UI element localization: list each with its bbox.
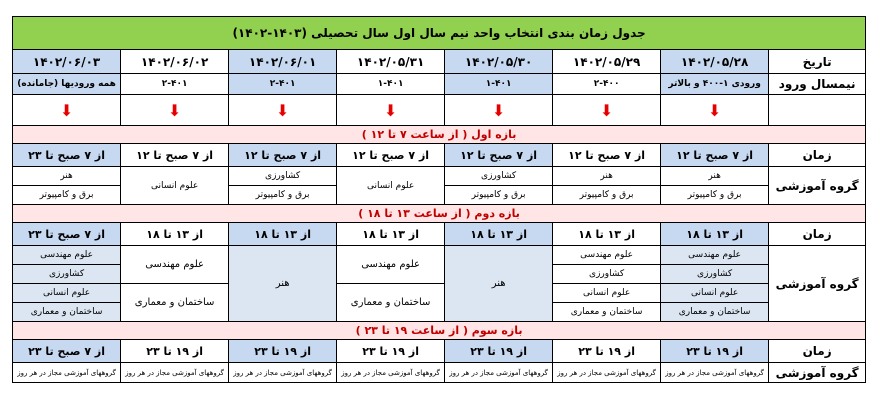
date-cell: ۱۴۰۲/۰۵/۳۰ bbox=[445, 50, 553, 74]
time-cell: از ۷ صبح تا ۱۲ bbox=[337, 144, 445, 167]
time-cell: از ۷ صبح تا ۲۳ bbox=[13, 340, 121, 363]
time-cell: از ۷ صبح تا ۲۳ bbox=[13, 223, 121, 246]
entry-cell: ۱-۴۰۱ bbox=[337, 74, 445, 95]
group-item: ساختمان و معماری bbox=[121, 284, 229, 322]
group-item: کشاورزی bbox=[445, 167, 553, 186]
date-cell: ۱۴۰۲/۰۵/۳۱ bbox=[337, 50, 445, 74]
time-cell: از ۱۹ تا ۲۳ bbox=[445, 340, 553, 363]
period-3-group-row bbox=[13, 363, 866, 383]
time-cell: از ۱۳ تا ۱۸ bbox=[337, 223, 445, 246]
period-2-header: بازه دوم ( از ساعت ۱۳ تا ۱۸ ) bbox=[13, 205, 866, 223]
period-3-header: بازه سوم ( از ساعت ۱۹ تا ۲۳ ) bbox=[13, 322, 866, 340]
period-1-header: بازه اول ( از ساعت ۷ تا ۱۲ ) bbox=[13, 126, 866, 144]
group-item: گروههای آموزشی مجاز در هر روز bbox=[13, 363, 121, 383]
entry-cell: همه ورودیها (جامانده) bbox=[13, 74, 121, 95]
date-cell: ۱۴۰۲/۰۵/۲۸ bbox=[661, 50, 769, 74]
date-cell: ۱۴۰۲/۰۵/۲۹ bbox=[553, 50, 661, 74]
group-item: گروههای آموزشی مجاز در هر روز bbox=[661, 363, 769, 383]
group-item: کشاورزی bbox=[661, 265, 769, 284]
entry-row bbox=[13, 74, 866, 95]
group-item: علوم انسانی bbox=[661, 284, 769, 303]
time-label: زمان bbox=[769, 340, 866, 363]
time-cell: از ۱۳ تا ۱۸ bbox=[121, 223, 229, 246]
group-item: علوم مهندسی bbox=[13, 246, 121, 265]
group-item: علوم مهندسی bbox=[661, 246, 769, 265]
time-cell: از ۱۹ تا ۲۳ bbox=[661, 340, 769, 363]
down-arrow-icon: ⬇ bbox=[275, 100, 290, 120]
schedule-table bbox=[12, 16, 866, 383]
entry-cell: ورودی ۱-۴۰۰ و بالاتر bbox=[661, 74, 769, 95]
date-label: تاریخ bbox=[769, 50, 866, 74]
group-item: هنر bbox=[229, 246, 337, 322]
date-row bbox=[13, 50, 866, 74]
time-cell: از ۷ صبح تا ۱۲ bbox=[661, 144, 769, 167]
entry-cell: ۲-۴۰۱ bbox=[229, 74, 337, 95]
time-cell: از ۱۳ تا ۱۸ bbox=[553, 223, 661, 246]
down-arrow-icon: ⬇ bbox=[599, 100, 614, 120]
group-item: برق و کامپیوتر bbox=[445, 186, 553, 205]
group-item: گروههای آموزشی مجاز در هر روز bbox=[553, 363, 661, 383]
group-item: گروههای آموزشی مجاز در هر روز bbox=[121, 363, 229, 383]
group-item: گروههای آموزشی مجاز در هر روز bbox=[337, 363, 445, 383]
group-item: علوم انسانی bbox=[13, 284, 121, 303]
group-item: گروههای آموزشی مجاز در هر روز bbox=[229, 363, 337, 383]
group-label: گروه آموزشی bbox=[769, 246, 866, 322]
time-cell: از ۱۳ تا ۱۸ bbox=[445, 223, 553, 246]
group-item: برق و کامپیوتر bbox=[13, 186, 121, 205]
group-item: علوم انسانی bbox=[121, 167, 229, 205]
group-item: ساختمان و معماری bbox=[337, 284, 445, 322]
down-arrow-icon: ⬇ bbox=[491, 100, 506, 120]
group-item: ساختمان و معماری bbox=[13, 303, 121, 322]
time-cell: از ۷ صبح تا ۱۲ bbox=[553, 144, 661, 167]
group-item: علوم مهندسی bbox=[121, 246, 229, 284]
entry-cell: ۲-۴۰۰ bbox=[553, 74, 661, 95]
time-cell: از ۷ صبح تا ۱۲ bbox=[445, 144, 553, 167]
group-item: هنر bbox=[13, 167, 121, 186]
entry-label: نیمسال ورود bbox=[769, 74, 866, 95]
time-label: زمان bbox=[769, 223, 866, 246]
arrow-row bbox=[13, 95, 866, 126]
entry-cell: ۲-۴۰۱ bbox=[121, 74, 229, 95]
entry-cell: ۱-۴۰۱ bbox=[445, 74, 553, 95]
time-cell: از ۱۹ تا ۲۳ bbox=[121, 340, 229, 363]
time-cell: از ۱۳ تا ۱۸ bbox=[661, 223, 769, 246]
down-arrow-icon: ⬇ bbox=[707, 100, 722, 120]
table-title: جدول زمان بندی انتخاب واحد نیم سال اول سال تحصیلی (۱۴۰۳-۱۴۰۲) bbox=[13, 17, 866, 50]
group-item: علوم مهندسی bbox=[337, 246, 445, 284]
period-2-time-row bbox=[13, 223, 866, 246]
group-item: علوم انسانی bbox=[337, 167, 445, 205]
group-item: علوم انسانی bbox=[553, 284, 661, 303]
date-cell: ۱۴۰۲/۰۶/۰۳ bbox=[13, 50, 121, 74]
time-cell: از ۱۹ تا ۲۳ bbox=[337, 340, 445, 363]
group-item: ساختمان و معماری bbox=[553, 303, 661, 322]
date-cell: ۱۴۰۲/۰۶/۰۱ bbox=[229, 50, 337, 74]
period-1-time-row bbox=[13, 144, 866, 167]
group-item: کشاورزی bbox=[229, 167, 337, 186]
group-item: کشاورزی bbox=[13, 265, 121, 284]
group-item: هنر bbox=[445, 246, 553, 322]
group-item: برق و کامپیوتر bbox=[661, 186, 769, 205]
time-cell: از ۷ صبح تا ۱۲ bbox=[121, 144, 229, 167]
time-cell: از ۱۳ تا ۱۸ bbox=[229, 223, 337, 246]
group-item: کشاورزی bbox=[553, 265, 661, 284]
date-cell: ۱۴۰۲/۰۶/۰۲ bbox=[121, 50, 229, 74]
group-item: برق و کامپیوتر bbox=[229, 186, 337, 205]
time-cell: از ۷ صبح تا ۲۳ bbox=[13, 144, 121, 167]
down-arrow-icon: ⬇ bbox=[59, 100, 74, 120]
group-label: گروه آموزشی bbox=[769, 363, 866, 383]
time-cell: از ۱۹ تا ۲۳ bbox=[553, 340, 661, 363]
group-item: برق و کامپیوتر bbox=[553, 186, 661, 205]
group-label: گروه آموزشی bbox=[769, 167, 866, 205]
group-item: هنر bbox=[553, 167, 661, 186]
group-item: گروههای آموزشی مجاز در هر روز bbox=[445, 363, 553, 383]
group-item: ساختمان و معماری bbox=[661, 303, 769, 322]
down-arrow-icon: ⬇ bbox=[167, 100, 182, 120]
group-item: علوم مهندسی bbox=[553, 246, 661, 265]
down-arrow-icon: ⬇ bbox=[383, 100, 398, 120]
time-label: زمان bbox=[769, 144, 866, 167]
arrow-spacer bbox=[769, 95, 866, 126]
time-cell: از ۷ صبح تا ۱۲ bbox=[229, 144, 337, 167]
schedule-container bbox=[12, 16, 865, 383]
period-3-time-row bbox=[13, 340, 866, 363]
group-item: هنر bbox=[661, 167, 769, 186]
time-cell: از ۱۹ تا ۲۳ bbox=[229, 340, 337, 363]
